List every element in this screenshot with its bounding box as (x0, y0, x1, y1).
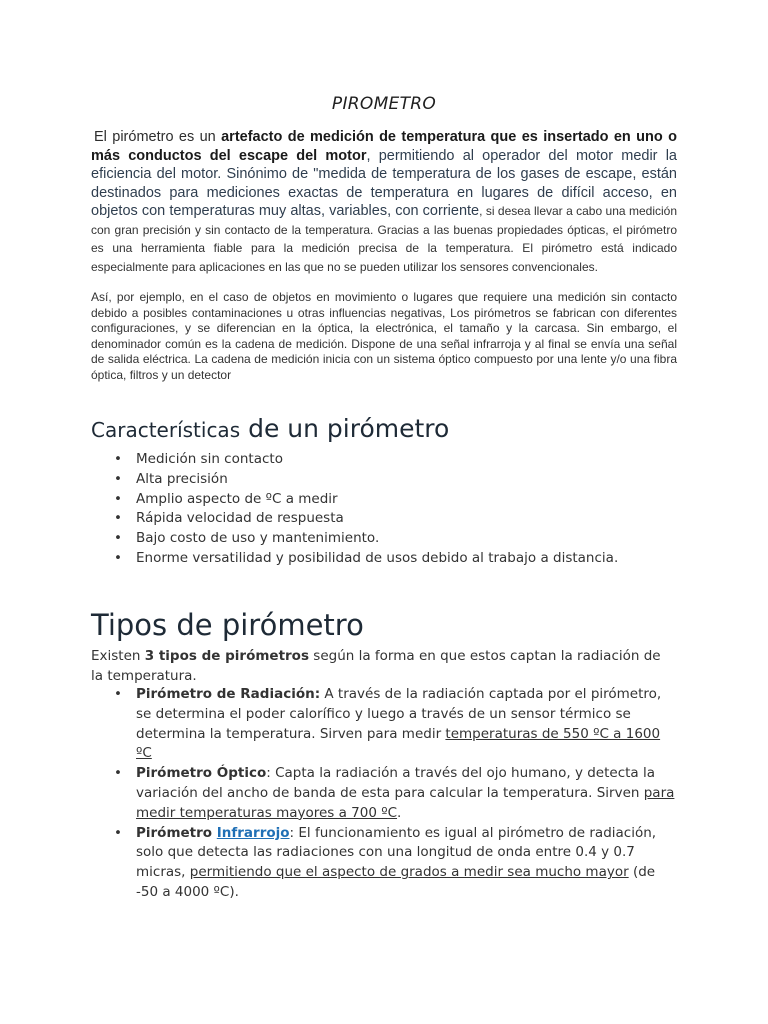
caracteristicas-heading-a: Características (91, 418, 241, 442)
intro-text-3: , si desea llevar a cabo una medición con gran precisión y sin contacto de la temperatura. Gracias a las buenas propiedades ópticas, el pirómetro es una herramienta fiable para la medición precisa de la temperatura. El pirómetro está indicado especialmente para aplicaciones en las que no se pueden utilizar los sensores convencionales. (91, 204, 677, 274)
tipos-list (112, 685, 680, 903)
list-item: • Amplio aspecto de ºC a medir (112, 490, 672, 510)
infrarrojo-underlined: permitiendo que el aspecto de grados a medir sea mucho mayor (189, 864, 629, 881)
tipos-intro-c: según la forma en que estos captan la radiación de la temperatura. (91, 648, 661, 684)
radiacion-name: Pirómetro de Radiación: (136, 686, 321, 702)
infrarrojo-link[interactable]: Infrarrojo (216, 824, 290, 841)
list-item: • Bajo costo de uso y mantenimiento. (112, 529, 672, 549)
list-item: • Rápida velocidad de respuesta (112, 509, 672, 529)
list-item-radiacion (112, 685, 680, 764)
intro-paragraph (91, 128, 677, 276)
optico-end: . (397, 804, 402, 821)
radiacion-underlined: temperaturas de 550 ºC a 1600 ºC (136, 725, 661, 762)
caracteristicas-list (112, 450, 672, 569)
infrarrojo-text: : El funcionamiento es igual al pirómetro de radiación, solo que detecta las radiaciones con una longitud de onda entre 0.4 y 0.7 micras, (136, 824, 657, 881)
caracteristicas-heading-b: de un pirómetro (240, 414, 450, 443)
second-paragraph: Así, por ejemplo, en el caso de objetos en movimiento o lugares que requiere una medición sin contacto debido a posibles contaminaciones u otras influencias negativas, Los pirómetros se fabrican con diferentes configuraciones, y se diferencian en la óptica, la electrónica, el tamaño y la carcasa. Sin embargo, el denominador común es la cadena de medición. Dispone de una señal infrarroja y al final se envía una señal de salida eléctrica. La cadena de medición inicia con un sistema óptico compuesto por una lente y/o una fibra óptica, filtros y un detector (91, 290, 677, 382)
list-item-optico (112, 764, 680, 823)
optico-underlined: para medir temperaturas mayores a 700 ºC (136, 784, 675, 821)
intro-text-1: El pirómetro es un (94, 129, 222, 145)
infrarrojo-name: Pirómetro (136, 824, 217, 841)
radiacion-text: A través de la radiación captada por el pirómetro, se determina el poder calorífico y luego a través de un sensor térmico se determina la temperatura. Sirven para medir (136, 686, 662, 742)
caracteristicas-heading (91, 414, 449, 443)
tipos-intro-bold: 3 tipos de pirómetros (144, 648, 309, 664)
tipos-intro-a: Existen (91, 648, 145, 664)
list-item-infrarrojo (112, 824, 680, 903)
infrarrojo-end: (de -50 a 4000 ºC). (136, 864, 656, 900)
optico-name: Pirómetro Óptico (136, 765, 267, 782)
optico-text: : Capta la radiación a través del ojo humano, y detecta la variación del ancho de banda de esta para calcular la temperatura. Sirven (136, 765, 656, 801)
tipos-intro (91, 646, 671, 686)
list-item: • Medición sin contacto (112, 450, 672, 470)
intro-bold-text: artefacto de medición de temperatura que es insertado en uno o más conductos del escape del motor (91, 129, 677, 164)
page-title: PIROMETRO (331, 94, 437, 114)
intro-text-2: , permitiendo al operador del motor medir la eficiencia del motor. Sinónimo de "medida de temperatura de los gases de escape, están destinados para mediciones exactas de temperatura en lugares de difícil acceso, en objetos con temperaturas muy altas, variables, con corriente (91, 147, 677, 219)
list-item: • Enorme versatilidad y posibilidad de usos debido al trabajo a distancia. (112, 549, 672, 569)
list-item: • Alta precisión (112, 470, 672, 490)
tipos-heading: Tipos de pirómetro (91, 608, 364, 642)
